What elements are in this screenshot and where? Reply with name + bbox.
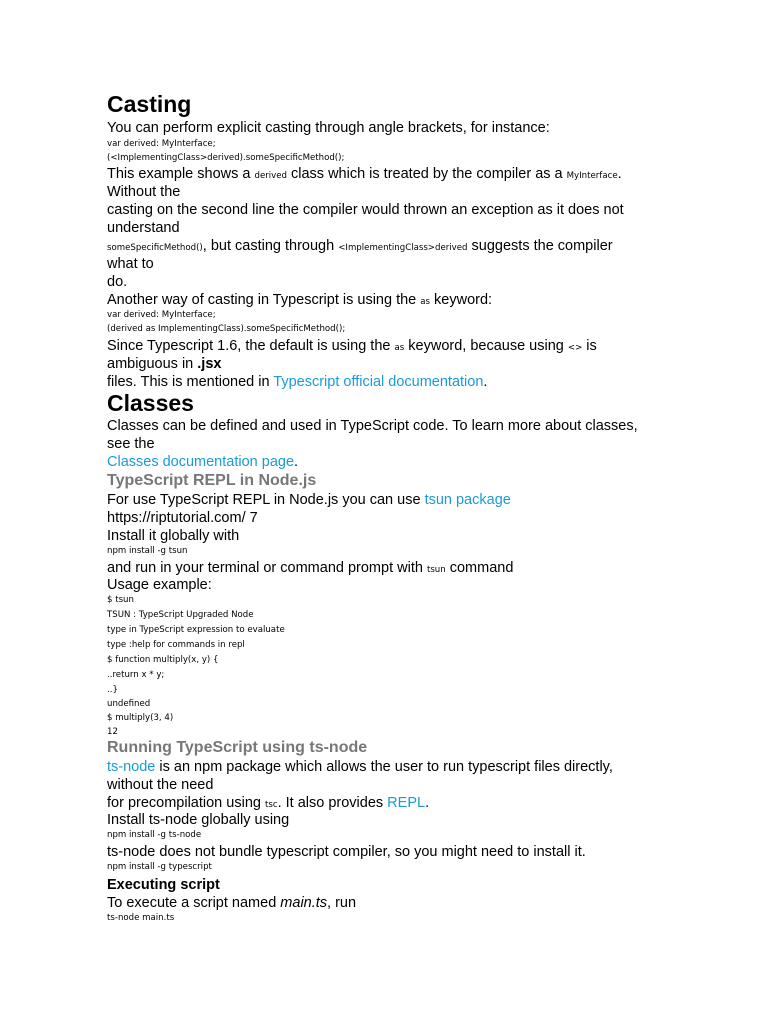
code-line: 12 <box>107 727 118 737</box>
text: Another way of casting in Typescript is using the <box>107 292 421 308</box>
paragraph-line: Classes can be defined and used in TypeScript code. To learn more about classes, <box>107 418 638 434</box>
text: . <box>425 795 430 811</box>
tsun-package-link[interactable]: tsun package <box>424 492 511 508</box>
code-line: (derived as ImplementingClass).someSpecificMethod(); <box>107 324 346 334</box>
code-line: type in TypeScript expression to evaluate <box>107 625 285 635</box>
code-line: npm install -g ts-node <box>107 830 202 840</box>
text: command <box>445 560 514 576</box>
code-line: $ function multiply(x, y) { <box>107 655 219 665</box>
code-line: ts-node main.ts <box>107 913 175 923</box>
paragraph-line: what to <box>107 256 154 272</box>
ts-node-link[interactable]: ts-node <box>107 759 156 775</box>
paragraph-line: Usage example: <box>107 577 212 593</box>
text: This example shows a <box>107 166 255 182</box>
paragraph-line <box>107 291 492 311</box>
paragraph-line <box>107 894 356 912</box>
inline-code: tsun <box>426 565 446 575</box>
text: Since Typescript 1.6, the default is using the <box>107 338 395 354</box>
text: . It also provides <box>277 795 388 811</box>
paragraph-line <box>107 165 622 185</box>
executing-script-heading: Executing script <box>107 877 220 893</box>
ts-node-heading: Running TypeScript using ts-node <box>107 739 368 756</box>
classes-heading: Classes <box>107 390 194 416</box>
paragraph-line: understand <box>107 220 180 236</box>
repl-link[interactable]: REPL <box>387 795 426 811</box>
inline-code: someSpecificMethod() <box>107 243 203 253</box>
casting-heading: Casting <box>107 91 192 117</box>
text: suggests the compiler <box>467 238 613 254</box>
paragraph-line: Install ts-node globally using <box>107 812 290 828</box>
code-line: type :help for commands in repl <box>107 640 245 650</box>
text: for precompilation using <box>107 795 265 811</box>
text: . <box>483 374 488 390</box>
paragraph-line: casting on the second line the compiler would thrown an exception as it does not <box>107 202 624 218</box>
code-line: undefined <box>107 699 151 709</box>
code-line: TSUN : TypeScript Upgraded Node <box>107 610 254 620</box>
paragraph-line: see the <box>107 436 155 452</box>
paragraph-line <box>107 758 613 776</box>
inline-code: as <box>394 343 405 353</box>
page-reference: https://riptutorial.com/ 7 <box>107 510 258 526</box>
inline-code: MyInterface <box>566 171 618 181</box>
paragraph-line: do. <box>107 274 128 290</box>
text: is <box>582 338 597 354</box>
repl-heading: TypeScript REPL in Node.js <box>107 472 317 489</box>
casting-intro: You can perform explicit casting through angle brackets, for instance: <box>107 120 550 136</box>
paragraph-line: ts-node does not bundle typescript compiler, so you might need to install it. <box>107 844 586 860</box>
text: keyword: <box>430 292 493 308</box>
text: keyword, because using <box>404 338 568 354</box>
typescript-docs-link[interactable]: Typescript official documentation <box>273 374 484 390</box>
code-line: (<ImplementingClass>derived).someSpecificMethod(); <box>107 153 345 163</box>
paragraph-line: Without the <box>107 184 181 200</box>
paragraph-line <box>107 373 487 391</box>
text: and run in your terminal or command prompt with <box>107 560 427 576</box>
inline-code: <> <box>567 343 583 353</box>
text: files. This is mentioned in <box>107 374 274 390</box>
paragraph-line: without the need <box>107 777 214 793</box>
text: class which is treated by the compiler as a <box>286 166 567 182</box>
code-line: npm install -g tsun <box>107 546 188 556</box>
text: . <box>294 454 299 470</box>
text: . <box>617 166 622 182</box>
text: For use TypeScript REPL in Node.js you can use <box>107 492 425 508</box>
text: To execute a script named <box>107 895 281 911</box>
text: , but casting through <box>202 238 339 254</box>
paragraph-line <box>107 337 597 357</box>
code-line: ..return x * y; <box>107 670 165 680</box>
paragraph-line <box>107 453 298 471</box>
classes-docs-link[interactable]: Classes documentation page <box>107 454 295 470</box>
code-line: ..} <box>107 685 118 695</box>
paragraph-line <box>107 355 221 373</box>
code-line: var derived: MyInterface; <box>107 310 216 320</box>
inline-code: <ImplementingClass>derived <box>338 243 468 253</box>
code-line: var derived: MyInterface; <box>107 139 216 149</box>
inline-code: as <box>420 297 431 307</box>
italic-text: main.ts <box>280 895 328 911</box>
code-line: $ tsun <box>107 595 134 605</box>
code-line: $ multiply(3, 4) <box>107 713 174 723</box>
text: , run <box>327 895 357 911</box>
text: ambiguous in <box>107 356 198 372</box>
paragraph-line: Install it globally with <box>107 528 240 544</box>
paragraph-line <box>107 237 613 257</box>
inline-code: tsc <box>264 800 278 810</box>
paragraph-line <box>107 491 511 509</box>
bold-text: .jsx <box>197 356 222 372</box>
text: is an npm package which allows the user to run typescript files directly, <box>155 759 613 775</box>
code-line: npm install -g typescript <box>107 862 212 872</box>
inline-code: derived <box>254 171 287 181</box>
